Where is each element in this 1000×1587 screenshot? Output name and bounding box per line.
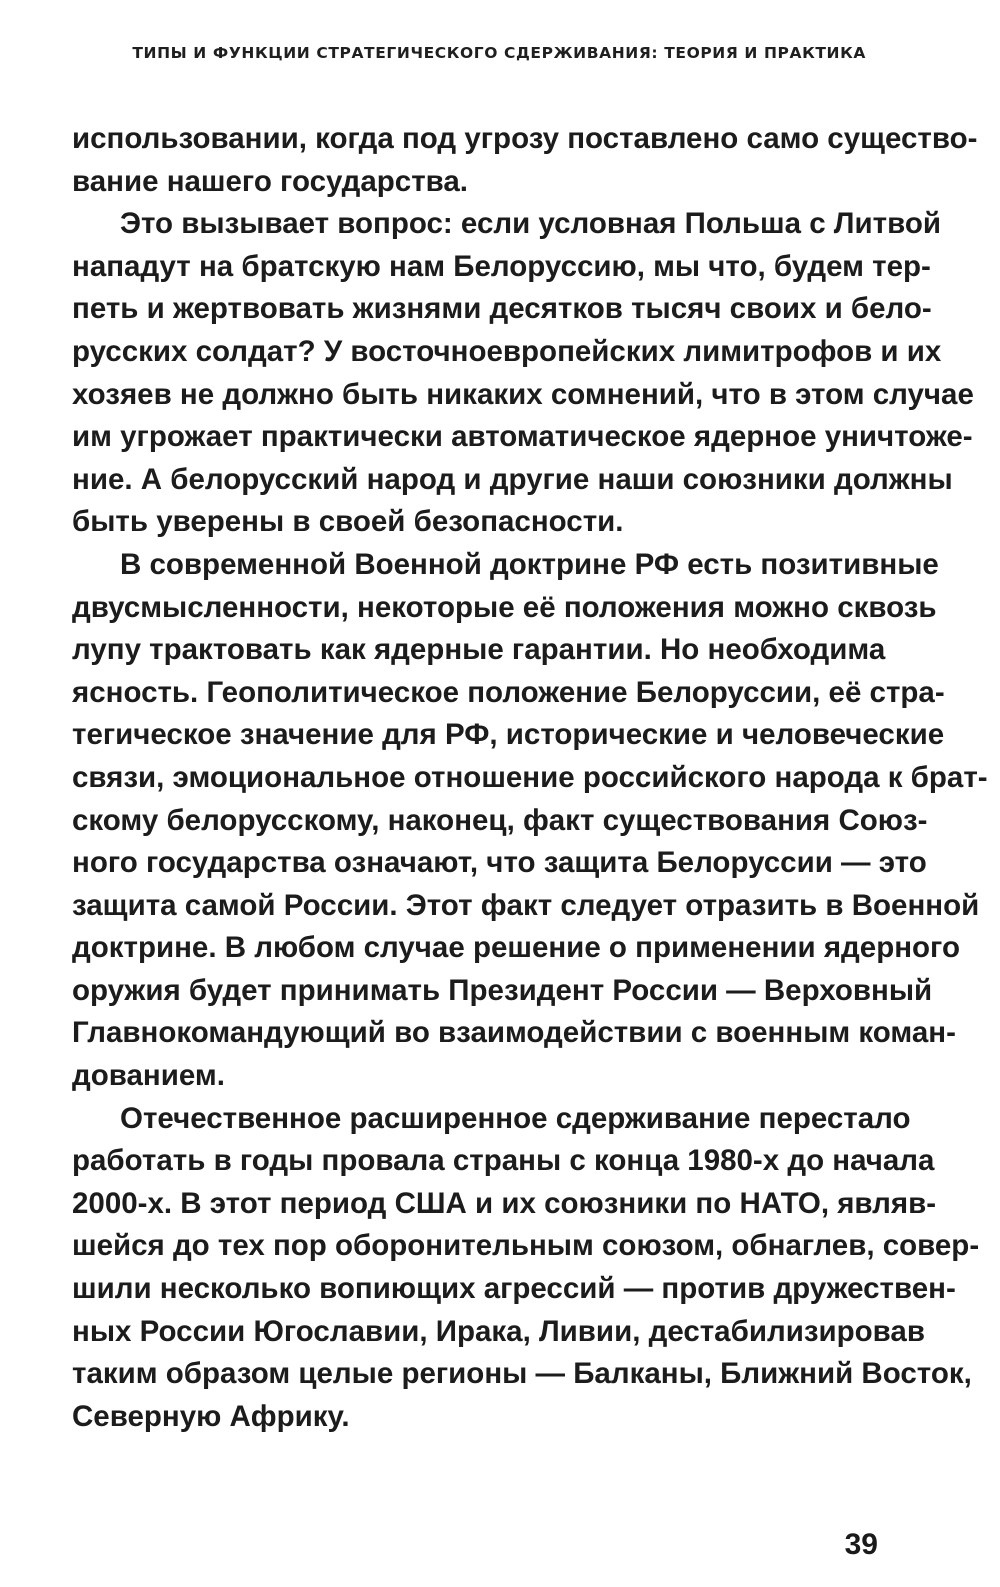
text-line: дованием. xyxy=(72,1059,225,1093)
text-line: им угрожает практически автоматическое ядерное уничтоже- xyxy=(72,420,973,454)
page-body-text xyxy=(72,118,988,1438)
text-line: Отечественное расширенное сдерживание перестало xyxy=(120,1101,911,1135)
text-line: ние. А белорусский народ и другие наши союзники должны xyxy=(72,462,953,496)
text-line: быть уверены в своей безопасности. xyxy=(72,505,624,539)
text-line: использовании, когда под угрозу поставлено само существо- xyxy=(72,122,978,155)
text-line: шейся до тех пор оборонительным союзом, обнаглев, совер- xyxy=(72,1229,980,1263)
text-line: скому белорусскому, наконец, факт существования Союз- xyxy=(72,803,928,837)
text-line: таким образом целые регионы — Балканы, Ближний Восток, xyxy=(72,1357,972,1391)
text-line: петь и жертвовать жизнями десятков тысяч своих и бело- xyxy=(72,292,932,326)
text-line: лупу трактовать как ядерные гарантии. Но необходима xyxy=(72,633,886,667)
paragraph xyxy=(72,118,978,203)
text-line: Это вызывает вопрос: если условная Польша с Литвой xyxy=(120,207,941,241)
text-line: ного государства означают, что защита Белоруссии — это xyxy=(72,846,927,880)
page-number: 39 xyxy=(844,1528,878,1561)
text-line: русских солдат? У восточноевропейских лимитрофов и их xyxy=(72,334,942,368)
text-line: В современной Военной доктрине РФ есть позитивные xyxy=(120,547,939,581)
text-line: ясность. Геополитическое положение Белоруссии, её стра- xyxy=(72,675,945,709)
text-line: нападут на братскую нам Белоруссию, мы что, будем тер- xyxy=(72,249,931,283)
text-line: двусмысленности, некоторые её положения можно сквозь xyxy=(72,590,937,624)
text-line: Северную Африку. xyxy=(72,1399,350,1433)
text-line: хозяев не должно быть никаких сомнений, что в этом случае xyxy=(72,377,974,411)
text-line: доктрине. В любом случае решение о применении ядерного xyxy=(72,931,960,965)
text-line: ных России Югославии, Ирака, Ливии, дестабилизировав xyxy=(72,1314,925,1348)
paragraph xyxy=(72,544,988,1098)
text-line: работать в годы провала страны с конца 1980-х до начала xyxy=(72,1144,935,1178)
text-line: шили несколько вопиющих агрессий — против дружествен- xyxy=(72,1272,956,1306)
text-line: тегическое значение для РФ, исторические и человеческие xyxy=(72,718,945,752)
paragraph xyxy=(72,203,974,544)
running-header: ТИПЫ И ФУНКЦИИ СТРАТЕГИЧЕСКОГО СДЕРЖИВАНИЯ: ТЕОРИЯ И ПРАКТИКА xyxy=(132,44,866,62)
paragraph xyxy=(72,1098,980,1439)
text-line: 2000-х. В этот период США и их союзники по НАТО, являв- xyxy=(72,1186,937,1220)
text-line: защита самой России. Этот факт следует отразить в Военной xyxy=(72,888,980,922)
text-line: Главнокомандующий во взаимодействии с военным коман- xyxy=(72,1016,956,1050)
text-line: оружия будет принимать Президент России — Верховный xyxy=(72,973,933,1007)
text-line: связи, эмоциональное отношение российского народа к брат- xyxy=(72,760,988,794)
text-line: вание нашего государства. xyxy=(72,164,469,198)
